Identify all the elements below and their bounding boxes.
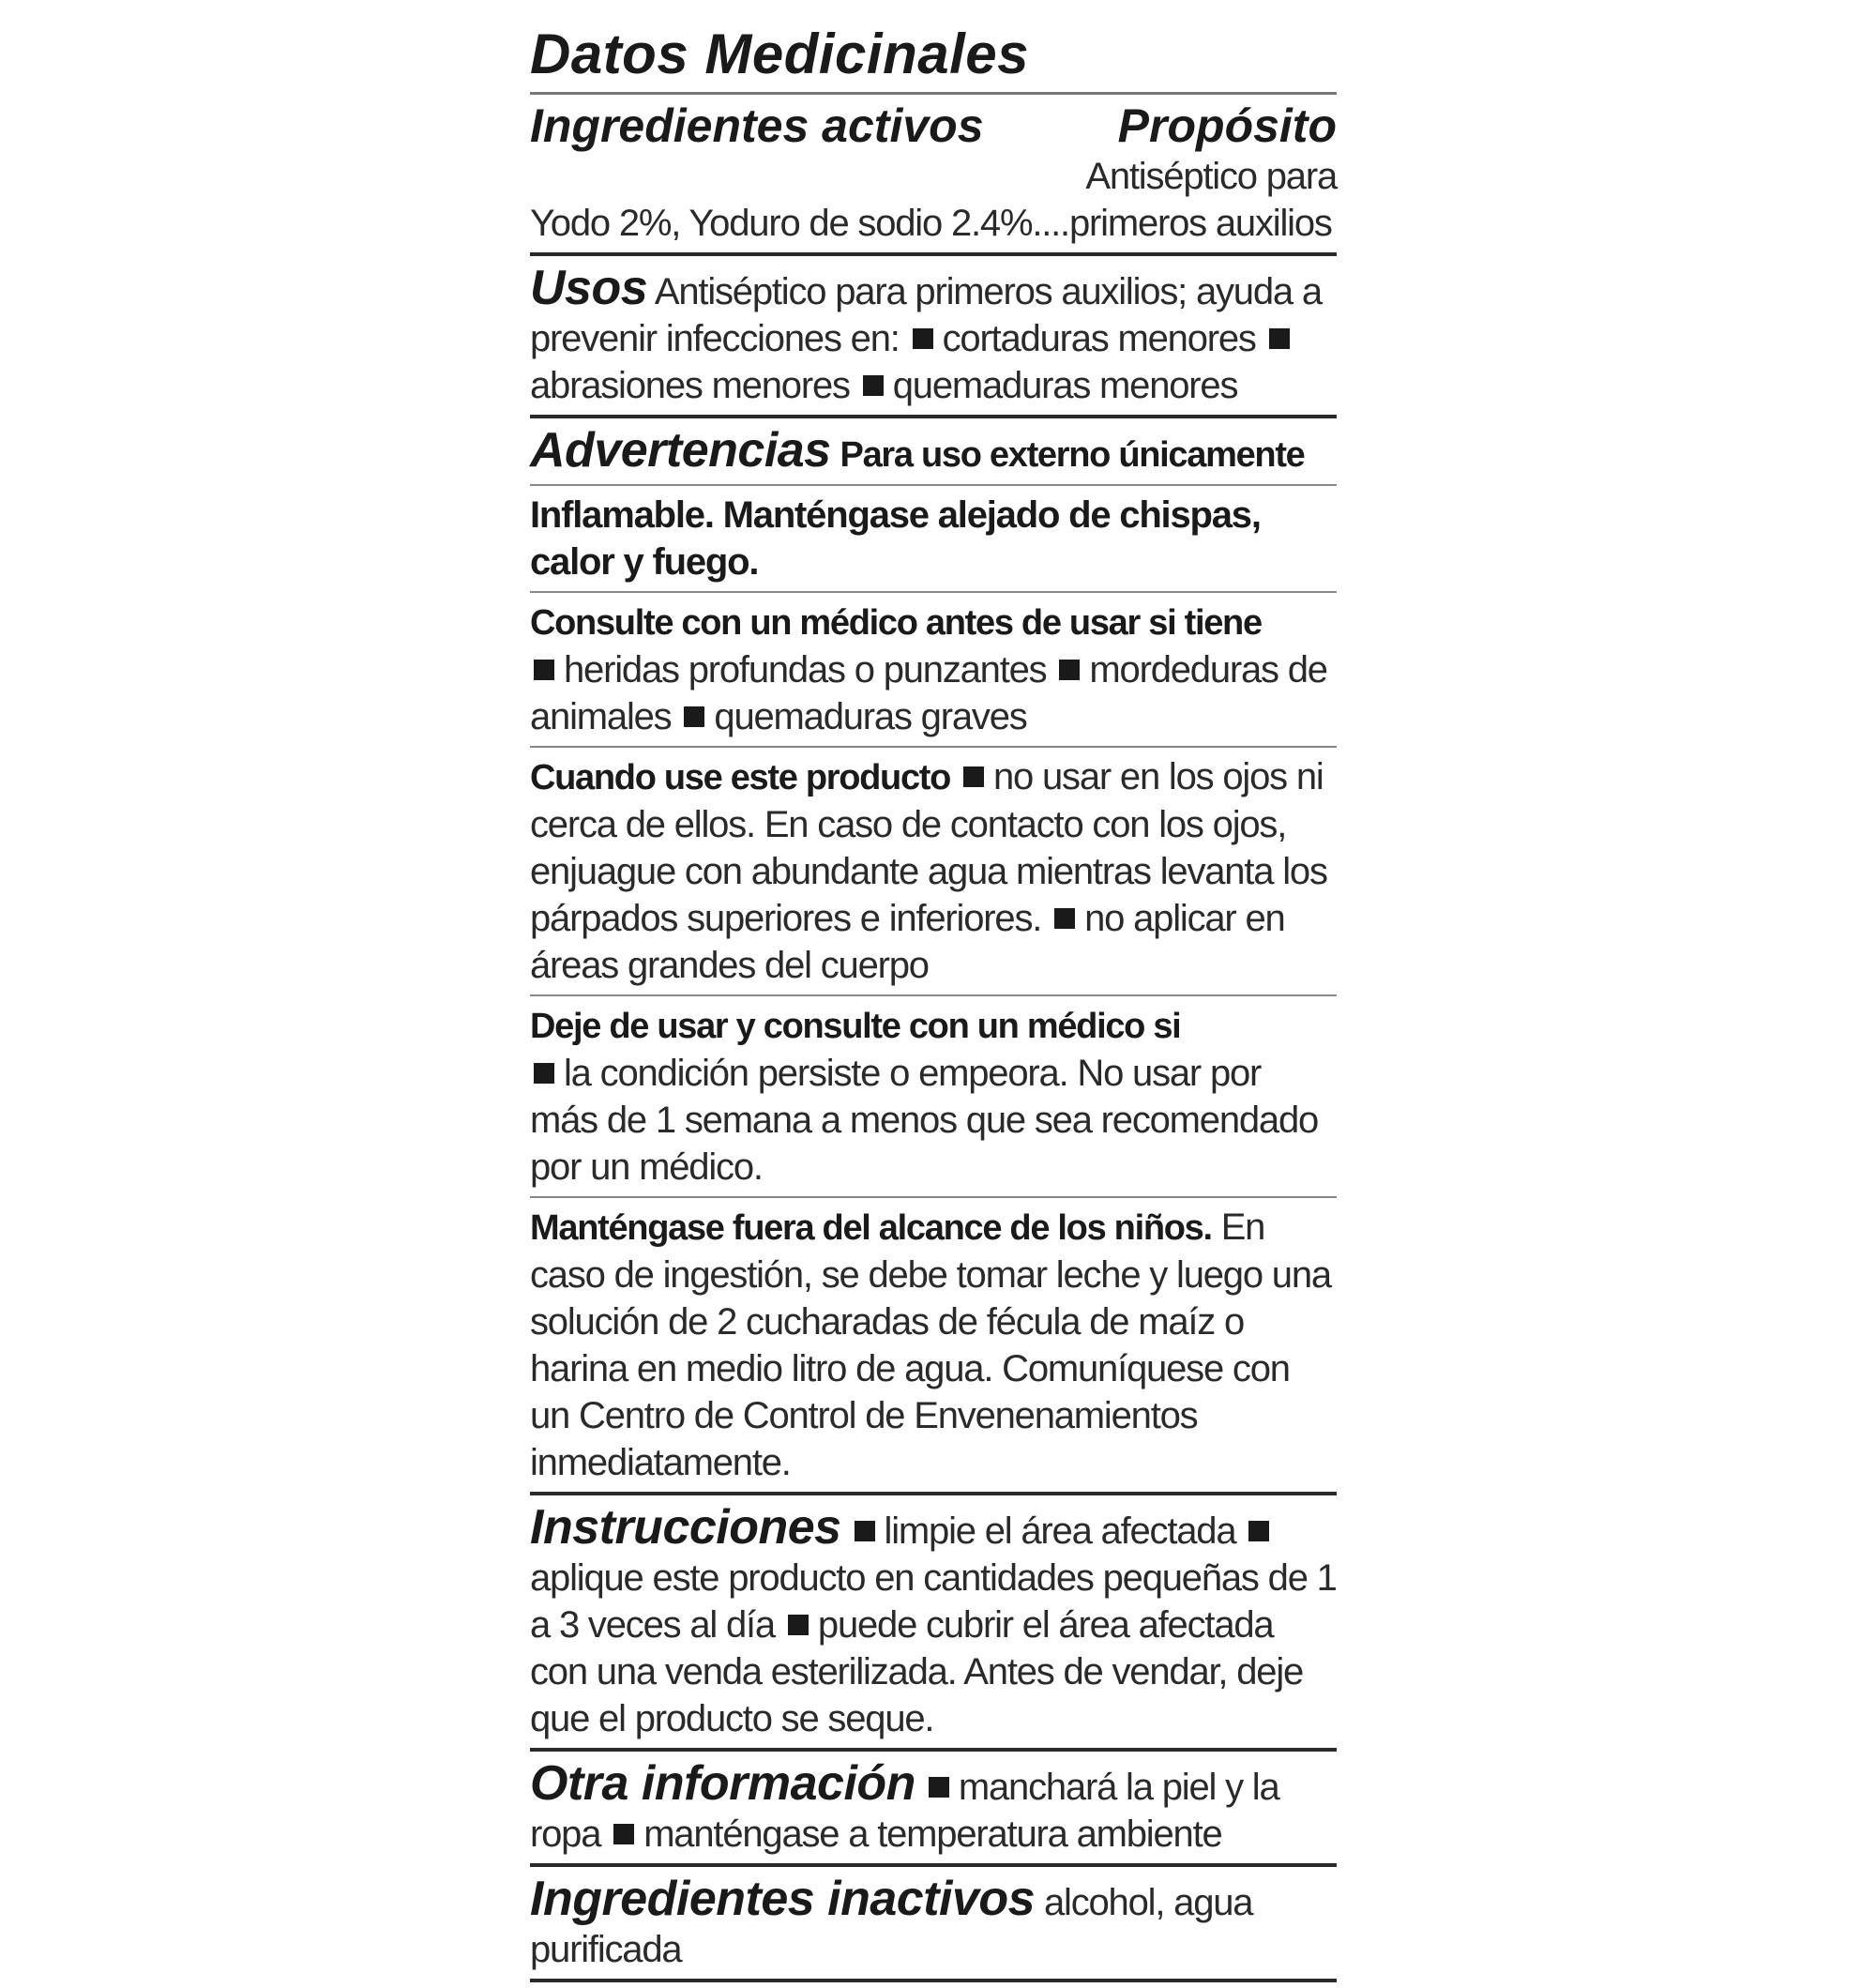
bullet-icon [534, 1063, 554, 1084]
drug-facts-panel [530, 19, 1337, 1988]
divider [530, 92, 1337, 95]
divider [530, 1492, 1337, 1495]
stop-use-item: la condición persiste o empeora. No usar por más de 1 semana a menos que sea recomendado por un médico. [530, 1053, 1319, 1188]
divider [530, 484, 1337, 486]
ask-doctor-item: mordeduras de animales [530, 649, 1327, 737]
directions-item: aplique este producto en cantidades pequeñas de 1 a 3 veces al día [530, 1557, 1337, 1646]
panel-title: Datos Medicinales [530, 23, 1030, 85]
bullet-icon [1059, 660, 1080, 680]
ask-doctor-item: heridas profundas o punzantes [564, 649, 1047, 690]
directions-section [530, 1501, 1337, 1742]
warnings-header [530, 424, 1337, 478]
divider [530, 994, 1337, 996]
divider [530, 1863, 1337, 1867]
keep-out-text: En caso de ingestión, se debe tomar leche y luego una solución de 2 cucharadas de fécula de maíz o harina en medio litro de agua. Comuníquese con un Centro de Control de Envenenamientos inmediatamente. [530, 1206, 1331, 1483]
directions-item: puede cubrir el área afectada con una venda esterilizada. Antes de vendar, deje que el producto se seque. [530, 1604, 1304, 1739]
divider [530, 591, 1337, 593]
active-ingredients-line: Yodo 2%, Yoduro de sodio 2.4%....primeros auxilios [530, 203, 1332, 244]
divider [530, 252, 1337, 256]
divider [530, 746, 1337, 748]
divider [530, 1748, 1337, 1752]
keep-out-section [530, 1204, 1337, 1486]
external-use-note: Para uso externo únicamente [840, 435, 1305, 475]
other-info-section [530, 1757, 1337, 1858]
bullet-icon [788, 1615, 809, 1635]
directions-heading: Instrucciones [530, 1500, 841, 1555]
active-ingredients-header [530, 99, 1337, 153]
when-using-heading: Cuando use este producto [530, 758, 951, 797]
uses-item: cortaduras menores [942, 318, 1256, 359]
bullet-icon [1054, 908, 1075, 929]
other-info-item: manchará la piel y la ropa [530, 1767, 1279, 1855]
divider [530, 1979, 1337, 1982]
bullet-icon [963, 766, 984, 787]
active-ingredients-heading: Ingredientes activos [530, 99, 984, 152]
bullet-icon [855, 1521, 875, 1541]
other-info-heading: Otra información [530, 1756, 915, 1811]
uses-intro: Antiséptico para primeros auxilios; ayuda a prevenir infecciones en: [530, 271, 1322, 359]
inactive-ingredients-text: alcohol, agua purificada [530, 1882, 1253, 1970]
divider [530, 1196, 1337, 1198]
when-using-item: no usar en los ojos ni cerca de ellos. En caso de contacto con los ojos, enjuague con abundante agua mientras levanta los párpados superiores e inferiores. [530, 756, 1327, 939]
uses-heading: Usos [530, 261, 648, 315]
uses-section [530, 262, 1337, 409]
purpose-heading: Propósito [1117, 99, 1337, 152]
divider [530, 415, 1337, 418]
keep-out-heading: Manténgase fuera del alcance de los niños. [530, 1208, 1212, 1248]
bullet-icon [613, 1824, 634, 1844]
ask-doctor-heading: Consulte con un médico antes de usar si tiene [530, 603, 1262, 643]
ask-doctor-item: quemaduras graves [714, 696, 1027, 737]
stop-use-section [530, 1002, 1337, 1191]
bullet-icon [1248, 1521, 1269, 1541]
directions-item: limpie el área afectada [884, 1510, 1236, 1552]
when-using-section [530, 753, 1337, 989]
bullet-icon [863, 375, 884, 396]
bullet-icon [534, 660, 554, 680]
ask-doctor-section [530, 599, 1337, 740]
uses-item: quemaduras menores [892, 365, 1238, 406]
warnings-heading: Advertencias [530, 423, 831, 478]
when-using-item: no aplicar en áreas grandes del cuerpo [530, 898, 1285, 986]
inactive-ingredients-heading: Ingredientes inactivos [530, 1872, 1036, 1926]
uses-item: abrasiones menores [530, 365, 850, 406]
other-info-item: manténgase a temperatura ambiente [643, 1813, 1222, 1855]
bullet-icon [929, 1777, 949, 1798]
inactive-ingredients-section [530, 1873, 1337, 1973]
stop-use-heading: Deje de usar y consulte con un médico si [530, 1007, 1181, 1046]
bullet-icon [684, 706, 704, 727]
bullet-icon [913, 328, 933, 349]
flammable-warning: Inflamable. Manténgase alejado de chispas, calor y fuego. [530, 494, 1261, 583]
bullet-icon [1269, 328, 1290, 349]
purpose-line: Antiséptico para [1085, 156, 1337, 197]
